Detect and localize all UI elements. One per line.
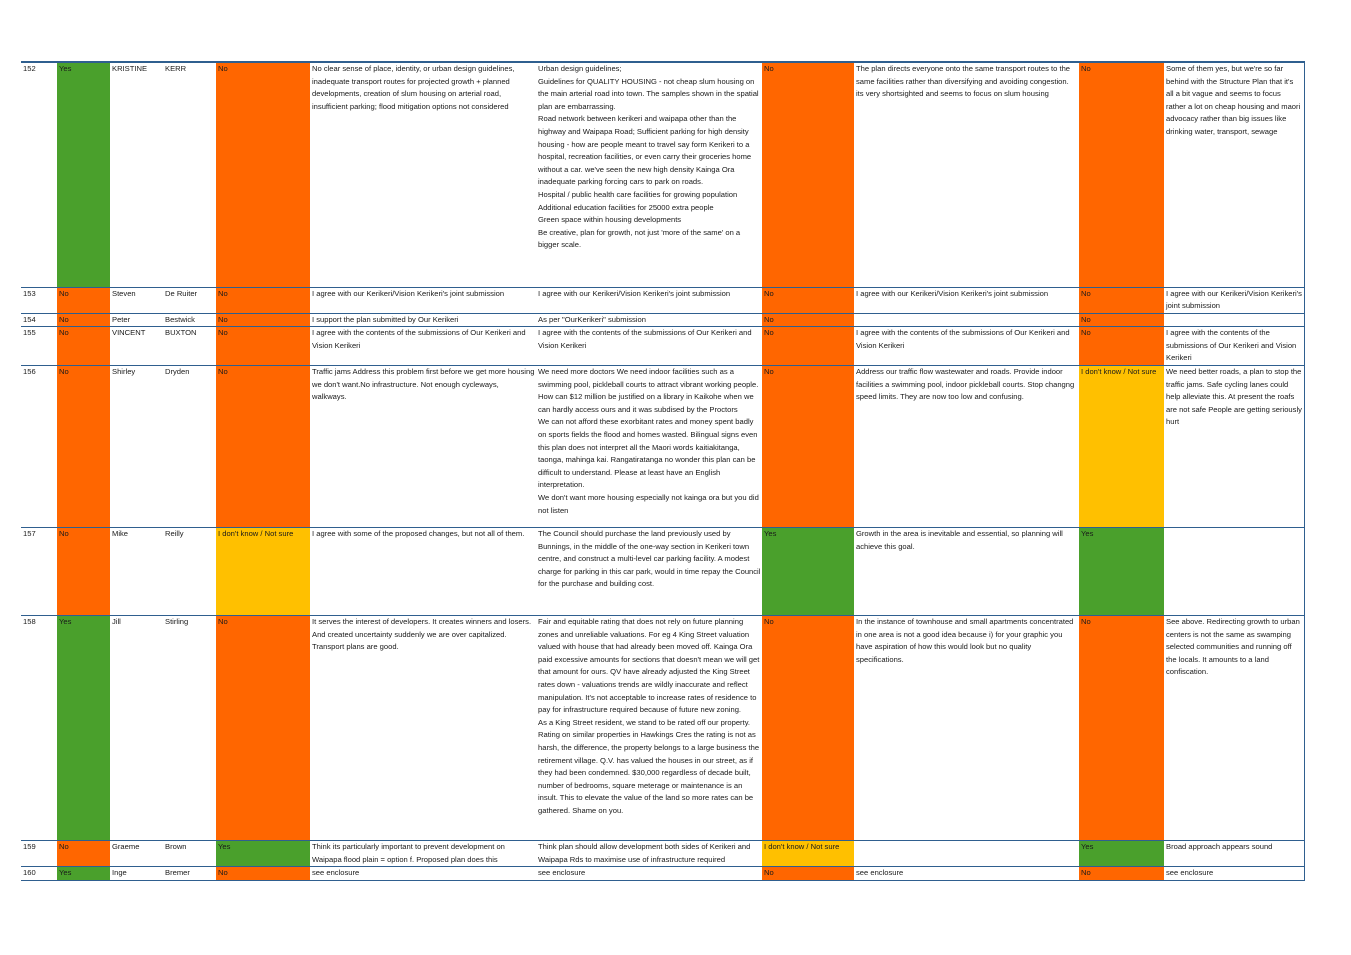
table-row	[21, 528, 1304, 616]
cell-comment-4	[1164, 528, 1304, 616]
cell-comment-1: I agree with the contents of the submissions of Our Kerikeri and Vision Kerikeri	[310, 327, 536, 366]
cell-comment-3: Growth in the area is inevitable and essential, so planning will achieve this goal.	[854, 528, 1079, 616]
cell-q1: No	[57, 327, 110, 366]
cell-q4: No	[1079, 62, 1164, 287]
cell-q4: Yes	[1079, 841, 1164, 867]
cell-comment-4: We need better roads, a plan to stop the traffic jams. Safe cycling lanes could help alleviate this. At present the roafs are not safe People are getting seriously hurt	[1164, 366, 1304, 528]
cell-comment-2: As per "OurKerikeri" submission	[536, 313, 762, 327]
cell-comment-2: We need more doctors We need indoor facilities such as a swimming pool, pickleball courts to attract vibrant working people. How can $12 million be justified on a library in Kaikohe when we can hardly access ours and it was subdised by the Proctors We can not afford these exorbitant rates and money spent badly on sports fields the flood and homes wasted. Bilingual signs even this plan does not interpret all the Maori words kaitiakitanga, taonga, mahinga kai. Rangatiratanga no wonder this plan can be difficult to understand. Please at least have an English interpretation. We don't want more housing especially not kainga ora but you did not listen	[536, 366, 762, 528]
cell-comment-2: Think plan should allow development both sides of Kerikeri and Waipapa Rds to maximise use of infrastructure required	[536, 841, 762, 867]
cell-id: 156	[21, 366, 57, 528]
cell-comment-3	[854, 841, 1079, 867]
cell-q4: No	[1079, 313, 1164, 327]
submissions-table	[21, 61, 1305, 881]
table-row	[21, 867, 1304, 881]
cell-comment-3	[854, 313, 1079, 327]
cell-q4: Yes	[1079, 528, 1164, 616]
cell-last-name: KERR	[163, 62, 216, 287]
cell-q2: No	[216, 313, 310, 327]
cell-first-name: Steven	[110, 287, 163, 313]
cell-comment-4: Some of them yes, but we're so far behind with the Structure Plan that it's all a bit vague and seems to focus rather a lot on cheap housing and maori advocacy rather than big issues like drinking water, transport, sewage	[1164, 62, 1304, 287]
cell-q1: No	[57, 528, 110, 616]
cell-q3: No	[762, 62, 854, 287]
cell-id: 159	[21, 841, 57, 867]
cell-id: 160	[21, 867, 57, 881]
cell-last-name: Bestwick	[163, 313, 216, 327]
cell-q1: No	[57, 366, 110, 528]
cell-q2: No	[216, 616, 310, 841]
cell-id: 152	[21, 62, 57, 287]
cell-comment-3: Address our traffic flow wastewater and roads. Provide indoor facilities a swimming pool, indoor pickleball courts. Stop changng speed limits. They are now too low and confusing.	[854, 366, 1079, 528]
cell-comment-3: I agree with the contents of the submissions of Our Kerikeri and Vision Kerikeri	[854, 327, 1079, 366]
cell-comment-3: I agree with our Kerikeri/Vision Kerikeri's joint submission	[854, 287, 1079, 313]
cell-comment-4: I agree with the contents of the submissions of Our Kerikeri and Vision Kerikeri	[1164, 327, 1304, 366]
cell-comment-4: see enclosure	[1164, 867, 1304, 881]
cell-first-name: Jill	[110, 616, 163, 841]
cell-q2: No	[216, 287, 310, 313]
cell-comment-1: see enclosure	[310, 867, 536, 881]
cell-last-name: Reilly	[163, 528, 216, 616]
cell-q1: Yes	[57, 62, 110, 287]
cell-first-name: Mike	[110, 528, 163, 616]
cell-first-name: KRISTINE	[110, 62, 163, 287]
cell-q1: No	[57, 313, 110, 327]
cell-comment-2: see enclosure	[536, 867, 762, 881]
cell-q1: Yes	[57, 867, 110, 881]
table-row	[21, 616, 1304, 841]
cell-last-name: Stirling	[163, 616, 216, 841]
cell-comment-1: No clear sense of place, identity, or urban design guidelines, inadequate transport routes for projected growth + planned developments, creation of slum housing on arterial road, insufficient parking; flood mitigation options not considered	[310, 62, 536, 287]
cell-q4: I don't know / Not sure	[1079, 366, 1164, 528]
cell-comment-4	[1164, 313, 1304, 327]
cell-q4: No	[1079, 287, 1164, 313]
table-row	[21, 841, 1304, 867]
cell-comment-1: Traffic jams Address this problem first before we get more housing we don't want.No infrastructure. Not enough cycleways, walkways.	[310, 366, 536, 528]
cell-last-name: De Ruiter	[163, 287, 216, 313]
cell-comment-4: I agree with our Kerikeri/Vision Kerikeri's joint submission	[1164, 287, 1304, 313]
table-row	[21, 366, 1304, 528]
cell-first-name: Inge	[110, 867, 163, 881]
cell-comment-2: I agree with the contents of the submissions of Our Kerikeri and Vision Kerikeri	[536, 327, 762, 366]
cell-q3: No	[762, 287, 854, 313]
cell-q3: Yes	[762, 528, 854, 616]
cell-comment-1: I support the plan submitted by Our Kerikeri	[310, 313, 536, 327]
table-row	[21, 313, 1304, 327]
cell-q4: No	[1079, 867, 1164, 881]
table-row	[21, 327, 1304, 366]
table-body	[21, 62, 1304, 880]
cell-q2: No	[216, 867, 310, 881]
cell-q3: No	[762, 867, 854, 881]
cell-last-name: Dryden	[163, 366, 216, 528]
cell-q2: No	[216, 62, 310, 287]
cell-id: 155	[21, 327, 57, 366]
table-row	[21, 62, 1304, 287]
cell-comment-4: See above. Redirecting growth to urban centers is not the same as swamping selected communities and running off the locals. It amounts to a land confiscation.	[1164, 616, 1304, 841]
cell-comment-2: The Council should purchase the land previously used by Bunnings, in the middle of the one-way section in Kerikeri town centre, and construct a multi-level car parking facility. A modest charge for parking in this car park, would in time repay the Council for the purchase and building cost.	[536, 528, 762, 616]
cell-q2: I don't know / Not sure	[216, 528, 310, 616]
cell-q4: No	[1079, 327, 1164, 366]
table-row	[21, 287, 1304, 313]
cell-comment-3: In the instance of townhouse and small apartments concentrated in one area is not a good idea because i) for your graphic you have aspiration of how this would look but no quality specifications.	[854, 616, 1079, 841]
cell-q3: No	[762, 313, 854, 327]
cell-q4: No	[1079, 616, 1164, 841]
cell-last-name: Bremer	[163, 867, 216, 881]
cell-q1: No	[57, 841, 110, 867]
cell-q1: Yes	[57, 616, 110, 841]
cell-q2: Yes	[216, 841, 310, 867]
cell-q3: No	[762, 366, 854, 528]
cell-comment-4: Broad approach appears sound	[1164, 841, 1304, 867]
cell-first-name: Peter	[110, 313, 163, 327]
cell-id: 154	[21, 313, 57, 327]
cell-first-name: Shirley	[110, 366, 163, 528]
cell-q2: No	[216, 366, 310, 528]
cell-first-name: VINCENT	[110, 327, 163, 366]
cell-id: 153	[21, 287, 57, 313]
cell-comment-2: I agree with our Kerikeri/Vision Kerikeri's joint submission	[536, 287, 762, 313]
cell-q3: No	[762, 616, 854, 841]
cell-comment-3: see enclosure	[854, 867, 1079, 881]
cell-comment-1: Think its particularly important to prevent development on Waipapa flood plain = option f. Proposed plan does this	[310, 841, 536, 867]
cell-comment-2: Urban design guidelines; Guidelines for QUALITY HOUSING - not cheap slum housing on the main arterial road into town. The samples shown in the spatial plan are embarrassing. Road network between kerikeri and waipapa other than the highway and Waipapa Road; Sufficient parking for high density housing - how are people meant to travel say form Kerikeri to a hospital, recreation facilities, or even carry their groceries home without a car. we've seen the new high density Kainga Ora inadequate parking forcing cars to park on roads. Hospital / public health care facilities for growing population Additional education facilities for 25000 extra people Green space within housing developments Be creative, plan for growth, not just 'more of the same' on a bigger scale.	[536, 62, 762, 287]
cell-id: 158	[21, 616, 57, 841]
cell-id: 157	[21, 528, 57, 616]
cell-comment-1: It serves the interest of developers. It creates winners and losers. And created uncertainty suddenly we are over capitalized. Transport plans are good.	[310, 616, 536, 841]
cell-last-name: BUXTON	[163, 327, 216, 366]
cell-comment-3: The plan directs everyone onto the same transport routes to the same facilities rather than diversifying and avoiding congestion. its very shortsighted and seems to focus on slum housing	[854, 62, 1079, 287]
cell-last-name: Brown	[163, 841, 216, 867]
cell-comment-1: I agree with our Kerikeri/Vision Kerikeri's joint submission	[310, 287, 536, 313]
cell-comment-2: Fair and equitable rating that does not rely on future planning zones and unreliable valuations. For eg 4 King Street valuation valued with house that had already been moved off. Kainga Ora paid excessive amounts for sections that doesn't mean we will get that amount for ours. QV have already adjusted the King Street rates down - valuations trends are wildly inaccurate and reflect manipulation. It's not acceptable to increase rates of residence to pay for infrastructure required because of future new zoning. As a King Street resident, we stand to be rated off our property. Rating on similar properties in Hawkings Cres the rating is not as harsh, the difference, the property belongs to a large business the retirement village. Q.V. has valued the houses in our street, as if they had been condemned. $30,000 regardless of decade built, number of bedrooms, square meterage or maintenance is an insult. This to elevate the value of the land so more rates can be gathered. Shame on you.	[536, 616, 762, 841]
cell-first-name: Graeme	[110, 841, 163, 867]
cell-q3: I don't know / Not sure	[762, 841, 854, 867]
cell-comment-1: I agree with some of the proposed changes, but not all of them.	[310, 528, 536, 616]
cell-q2: No	[216, 327, 310, 366]
cell-q1: No	[57, 287, 110, 313]
cell-q3: No	[762, 327, 854, 366]
